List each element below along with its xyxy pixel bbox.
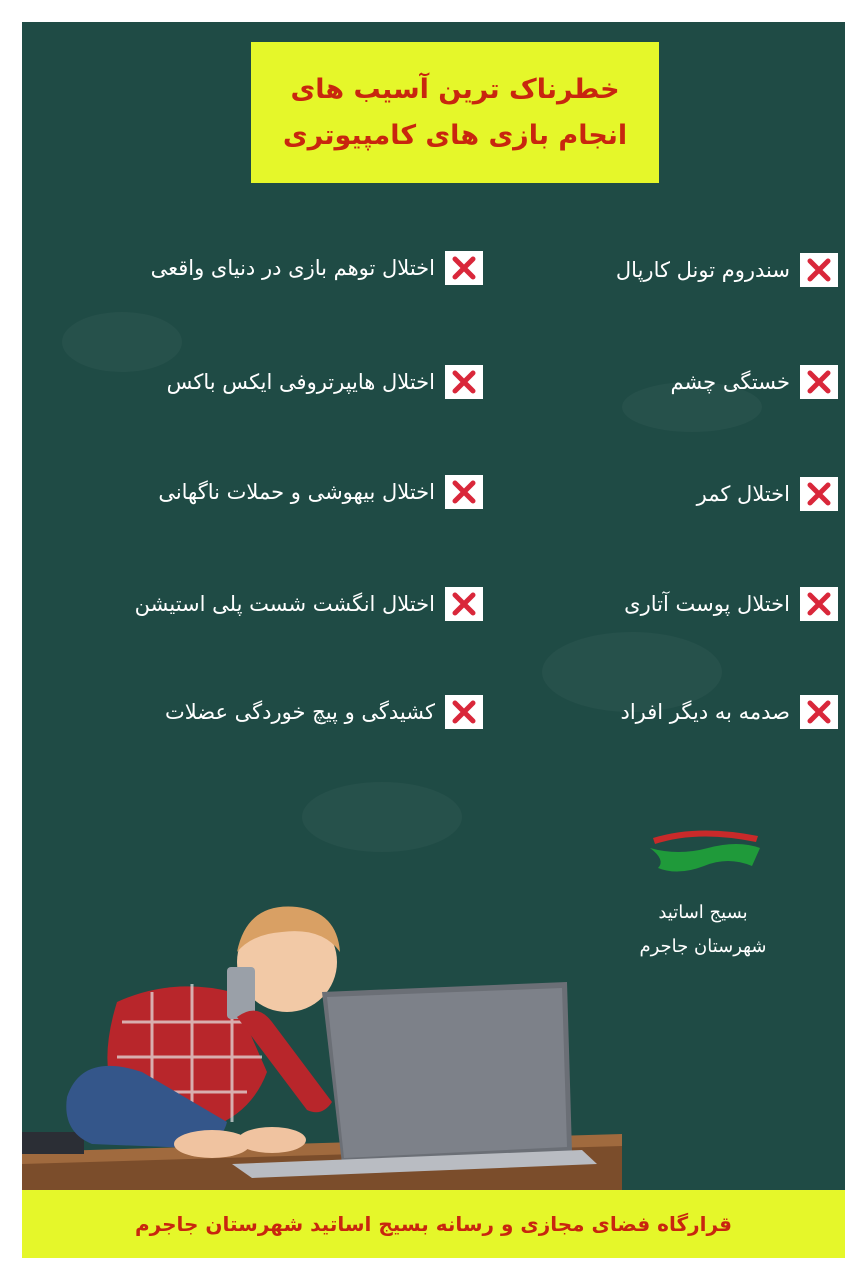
list-item-label: اختلال توهم بازی در دنیای واقعی	[150, 256, 435, 280]
list-item	[167, 364, 483, 400]
red-x-icon	[800, 477, 838, 511]
red-x-icon	[800, 695, 838, 729]
list-item-label: صدمه به دیگر افراد	[620, 700, 790, 724]
list-item	[151, 250, 483, 286]
list-item	[135, 586, 483, 622]
logo-text-line-2: شهرستان جاجرم	[639, 936, 767, 957]
list-item	[616, 252, 838, 288]
title-banner	[251, 42, 659, 183]
list-item-label: کشیدگی و پیچ خوردگی عضلات	[164, 700, 435, 724]
list-item	[624, 586, 838, 622]
logo-text-line-1: بسیج اساتید	[658, 902, 748, 923]
list-item	[158, 474, 483, 510]
child-with-laptop-illustration	[22, 882, 622, 1190]
basij-logo	[628, 826, 778, 976]
list-item	[670, 364, 838, 400]
red-x-icon	[445, 475, 483, 509]
red-x-icon	[445, 365, 483, 399]
footer-banner	[22, 1190, 845, 1258]
list-item	[697, 476, 838, 512]
list-item-label: اختلال انگشت شست پلی استیشن	[134, 592, 435, 616]
footer-text: قرارگاه فضای مجازی و رسانه بسیج اساتید شهرستان جاجرم	[135, 1212, 732, 1236]
list-item-label: سندروم تونل کارپال	[615, 258, 790, 282]
list-item	[165, 694, 483, 730]
list-item-label: اختلال پوست آتاری	[624, 592, 790, 616]
list-item-label: اختلال هایپرتروفی ایکس باکس	[166, 370, 435, 394]
flag-emblem-icon	[638, 826, 768, 886]
red-x-icon	[445, 695, 483, 729]
list-item-label: اختلال کمر	[696, 482, 790, 506]
red-x-icon	[800, 587, 838, 621]
red-x-icon	[445, 587, 483, 621]
title-line-1: خطرناک ترین آسیب های	[290, 73, 620, 105]
red-x-icon	[800, 253, 838, 287]
list-item-label: خستگی چشم	[670, 370, 790, 394]
list-item	[620, 694, 838, 730]
red-x-icon	[445, 251, 483, 285]
title-line-2: انجام بازی های کامپیوتری	[282, 119, 628, 151]
red-x-icon	[800, 365, 838, 399]
list-item-label: اختلال بیهوشی و حملات ناگهانی	[158, 480, 435, 504]
